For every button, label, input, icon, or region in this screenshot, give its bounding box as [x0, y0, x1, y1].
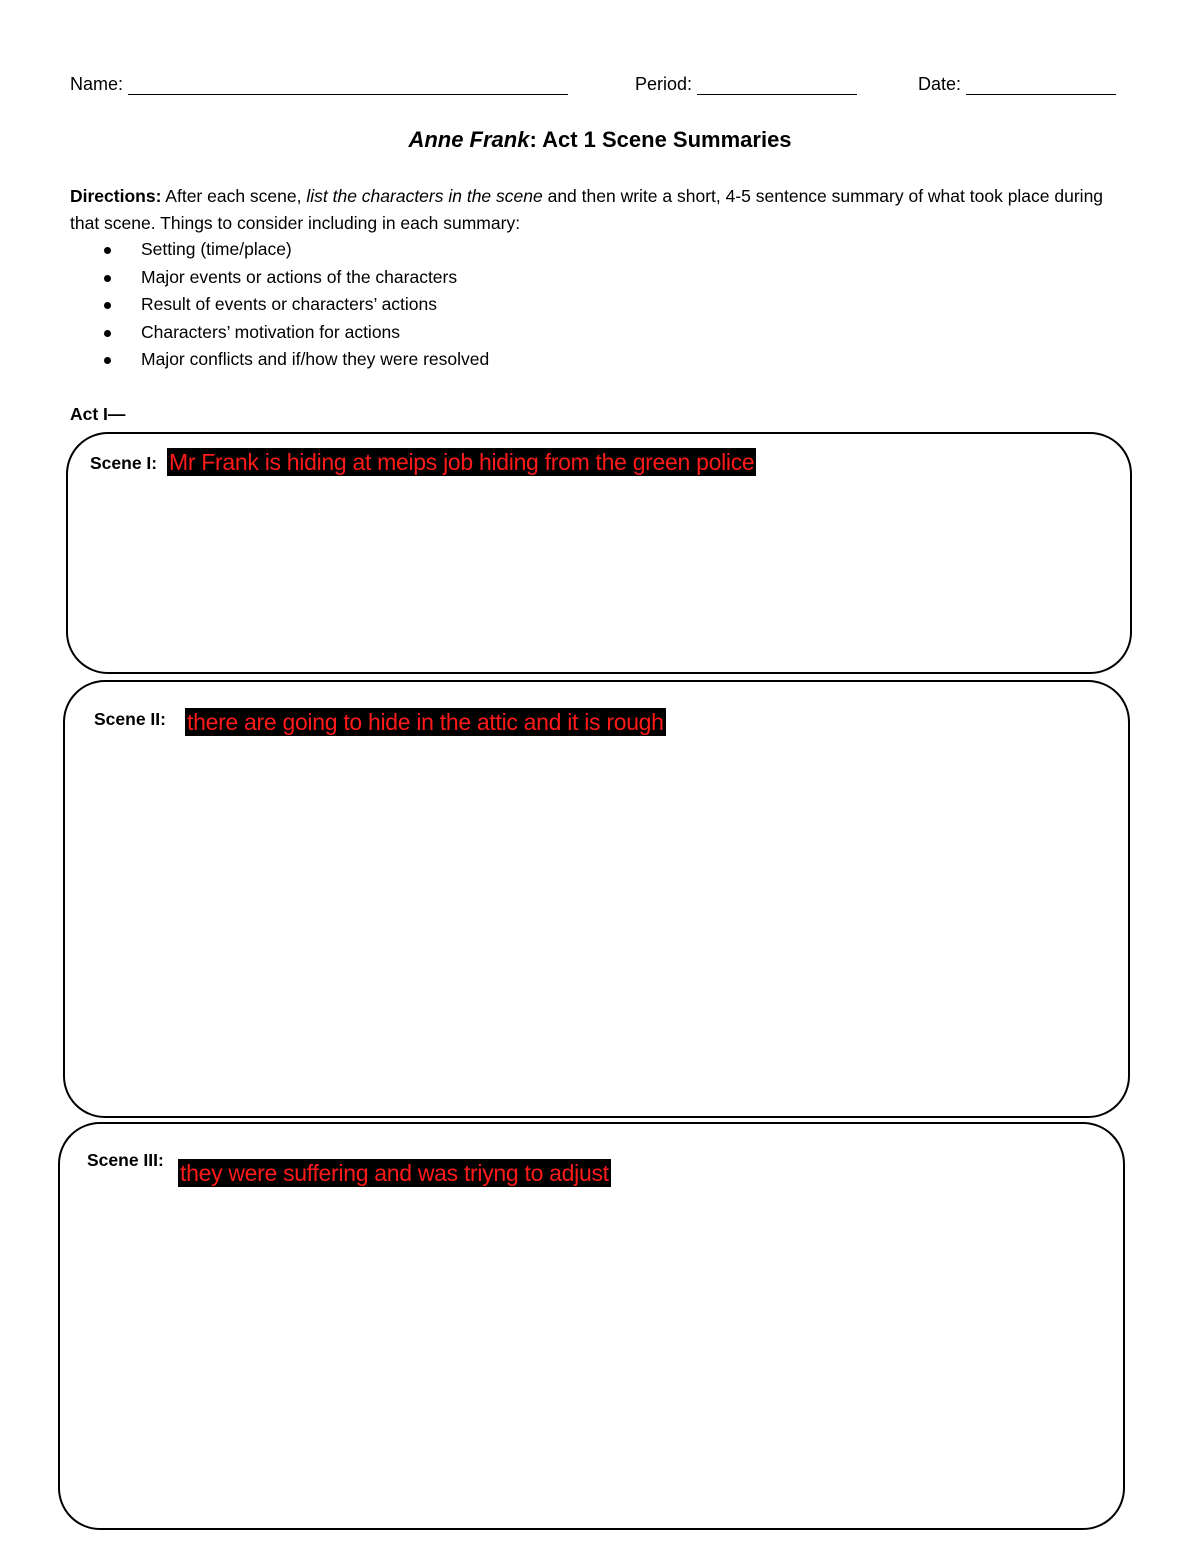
period-label: Period: [635, 74, 693, 94]
header-row [70, 74, 1122, 100]
list-item: Characters’ motivation for actions [100, 319, 489, 347]
date-input-line[interactable] [966, 76, 1116, 95]
date-label: Date: [918, 74, 962, 94]
scene-3-answer[interactable]: they were suffering and was triyng to adjust [180, 1160, 609, 1186]
name-field [70, 74, 568, 95]
bullet-icon [104, 275, 111, 282]
scene-3-label: Scene III: [87, 1150, 164, 1170]
directions [70, 183, 1125, 237]
bullet-icon [104, 357, 111, 364]
bullet-icon [104, 247, 111, 254]
directions-italic: list the characters in the scene [306, 186, 543, 206]
period-field [635, 74, 857, 95]
directions-text-2: and then write a short, 4-5 sentence summary of what took place during that scene. Things to consider including in each summary: [70, 186, 1104, 233]
scene-1-answer[interactable]: Mr Frank is hiding at meips job hiding from the green police [169, 449, 755, 475]
directions-text-1: After each scene, [161, 186, 307, 206]
list-item: Major events or actions of the characters [100, 264, 489, 292]
bullet-icon [104, 302, 111, 309]
directions-label: Directions: [70, 186, 162, 206]
consideration-list [100, 236, 489, 374]
bullet-icon [104, 330, 111, 337]
page-title [0, 127, 1200, 153]
scene-1-label: Scene I: [90, 453, 158, 473]
list-item: Setting (time/place) [100, 236, 489, 264]
title-rest: : Act 1 Scene Summaries [529, 127, 792, 152]
period-input-line[interactable] [697, 76, 857, 95]
scene-2-label: Scene II: [94, 709, 166, 729]
date-field [918, 74, 1116, 95]
name-input-line[interactable] [128, 76, 568, 95]
scene-2-box[interactable] [63, 680, 1130, 1118]
scene-2-answer[interactable]: there are going to hide in the attic and it is rough [187, 709, 664, 735]
title-italic: Anne Frank [408, 127, 530, 152]
act-label: Act I— [70, 404, 126, 424]
list-item: Major conflicts and if/how they were resolved [100, 346, 489, 374]
name-label: Name: [70, 74, 124, 94]
list-item: Result of events or characters’ actions [100, 291, 489, 319]
